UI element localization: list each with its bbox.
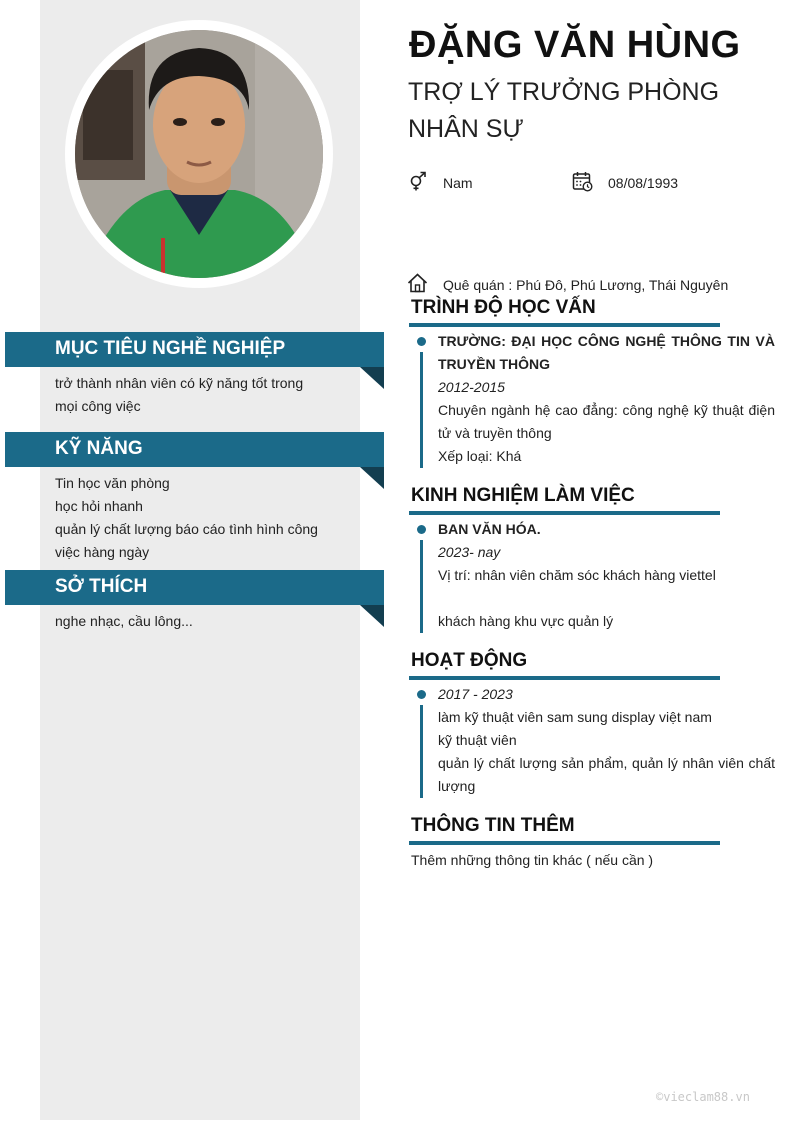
home-icon (407, 273, 428, 293)
candidate-role: TRỢ LÝ TRƯỞNG PHÒNG NHÂN SỰ (408, 78, 720, 143)
birthdate-value: 08/08/1993 (608, 175, 679, 191)
education-title: TRÌNH ĐỘ HỌC VẤN (411, 297, 596, 318)
hobbies-header (5, 570, 384, 605)
skill-item: học hỏi nhanh (55, 498, 143, 514)
skill-item: Tin học văn phòng (55, 475, 170, 491)
activities-divider (409, 676, 720, 680)
gender-value: Nam (443, 175, 473, 191)
hobbies-header-fold (360, 605, 384, 627)
activities-period: 2017 - 2023 (438, 686, 513, 702)
skills-header-fold (360, 467, 384, 489)
additional-divider (409, 841, 720, 845)
education-grade: Xếp loại: Khá (438, 448, 522, 464)
education-entry (438, 330, 775, 468)
additional-title: THÔNG TIN THÊM (411, 815, 575, 836)
skill-item: quản lý chất lượng báo cáo tình hình công việc hàng ngày (55, 521, 318, 560)
additional-text: Thêm những thông tin khác ( nếu cần ) (411, 852, 654, 868)
objective-header (5, 332, 384, 367)
experience-detail: khách hàng khu vực quản lý (438, 613, 614, 629)
education-major: Chuyên ngành hệ cao đẳng: công nghệ kỹ thuật điện tử và truyền thông (438, 402, 775, 441)
avatar (75, 30, 323, 278)
objective-header-fold (360, 367, 384, 389)
experience-company: BAN VĂN HÓA. (438, 521, 541, 537)
hometown-value: Quê quán : Phú Đô, Phú Lương, Thái Nguyên (443, 277, 729, 293)
candidate-name: ĐẶNG VĂN HÙNG (409, 24, 741, 66)
activities-bullet (417, 690, 426, 699)
experience-position: Vị trí: nhân viên chăm sóc khách hàng viettel (438, 567, 716, 583)
experience-title: KINH NGHIỆM LÀM VIỆC (411, 485, 635, 506)
education-bullet (417, 337, 426, 346)
activities-line: làm kỹ thuật viên sam sung display việt nam (438, 709, 712, 725)
objective-text: trở thành nhân viên có kỹ năng tốt trong mọi công việc (55, 375, 304, 414)
gender-icon (408, 171, 428, 191)
education-school: TRƯỜNG: ĐẠI HỌC CÔNG NGHỆ THÔNG TIN VÀ TRUYỀN THÔNG (438, 333, 775, 372)
experience-divider (409, 511, 720, 515)
activities-title: HOẠT ĐỘNG (411, 650, 528, 671)
objective-title: MỤC TIÊU NGHỀ NGHIỆP (55, 338, 286, 359)
activities-timeline (420, 705, 423, 798)
calendar-icon (572, 171, 593, 192)
watermark: ©vieclam88.vn (656, 1090, 750, 1104)
activities-line: quản lý chất lượng sản phẩm, quản lý nhân viên chất lượng (438, 755, 775, 794)
hobbies-text: nghe nhạc, cầu lông... (55, 613, 193, 629)
skills-header (5, 432, 384, 467)
activities-line: kỹ thuật viên (438, 732, 517, 748)
education-timeline (420, 352, 423, 468)
experience-timeline (420, 540, 423, 633)
education-divider (409, 323, 720, 327)
experience-spacer (438, 587, 775, 610)
experience-entry (438, 518, 775, 633)
experience-period: 2023- nay (438, 544, 501, 560)
hobbies-title: SỞ THÍCH (55, 576, 148, 597)
activities-entry (438, 683, 775, 798)
experience-bullet (417, 525, 426, 534)
education-period: 2012-2015 (438, 379, 505, 395)
skills-list (55, 472, 320, 564)
skills-title: KỸ NĂNG (55, 438, 143, 459)
